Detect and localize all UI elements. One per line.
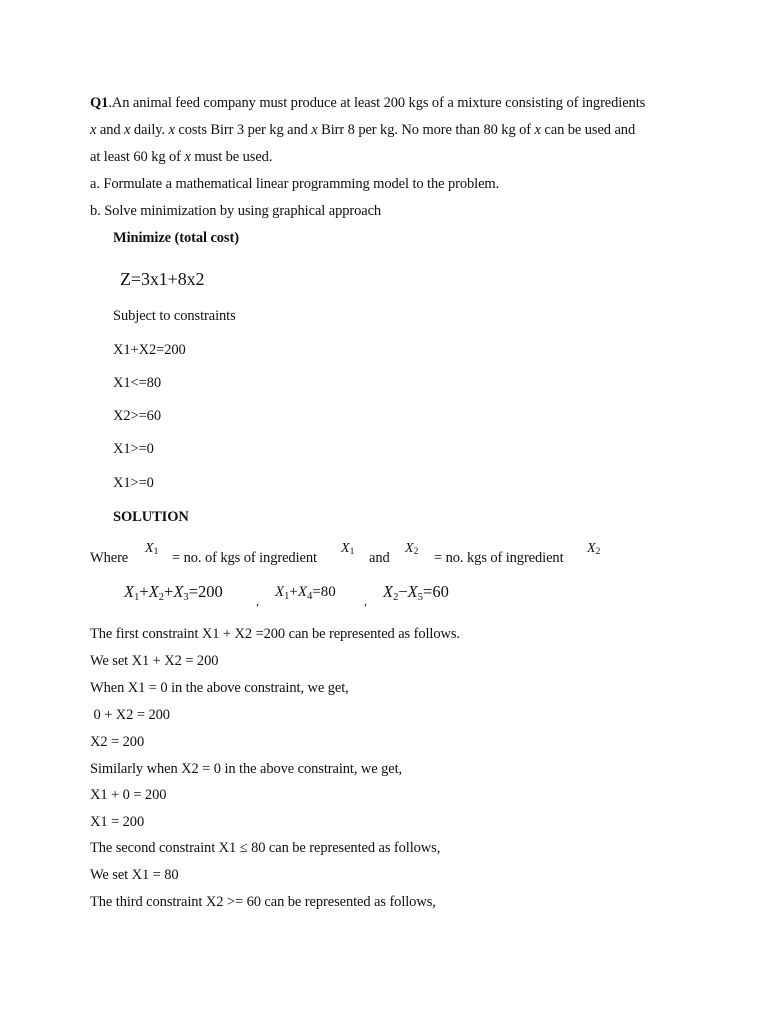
constraint-3: X2>=60 [113,408,161,424]
constraint-1: X1+X2=200 [113,342,186,358]
symbol-x1: $X_1$ [145,541,159,557]
definition-x1: = no. of kgs of ingredient [172,550,317,566]
text: at least 60 kg of [90,149,185,165]
question-line-2 [90,121,635,139]
objective-heading: Minimize (total cost) [113,230,239,246]
body-line-5: X2 = 200 [90,734,145,750]
var-x: x [124,122,131,138]
part-b: b. Solve minimization by using graphical approach [90,203,382,219]
body-line-9: The second constraint X1 ≤ 80 can be represented as follows, [90,840,441,856]
var-x: x [168,122,175,138]
text: and [96,122,125,138]
where-label: Where [90,550,129,566]
body-line-3: When X1 = 0 in the above constraint, we get, [90,680,349,696]
var-x: x [184,149,191,165]
subject-to-label: Subject to constraints [113,308,236,324]
body-line-4: 0 + X2 = 200 [90,707,170,723]
constraint-2: X1<=80 [113,375,161,391]
definition-x2: = no. kgs of ingredient [434,550,564,566]
part-a: a. Formulate a mathematical linear programming model to the problem. [90,176,500,192]
text: must be used. [190,149,273,165]
text: costs Birr 3 per kg and [174,122,312,138]
equation-1: $X_1+X_2+X_3=200$ [124,582,223,603]
and-label: and [369,550,390,566]
symbol-x2: $X_2$ [587,541,601,557]
constraint-4: X1>=0 [113,441,154,457]
var-x: x [90,122,97,138]
comma: , [256,594,259,608]
symbol-x2: $X_2$ [405,541,419,557]
symbol-x1: $X_1$ [341,541,355,557]
body-line-2: We set X1 + X2 = 200 [90,653,219,669]
var-x: x [311,122,318,138]
equation-2: $X_1+X_4=80$ [275,584,336,602]
question-line-3 [90,148,272,166]
text: daily. [130,122,169,138]
objective-function: Z=3x1+8x2 [120,269,205,289]
equation-3: $X_2-X_5=60$ [383,582,449,603]
body-line-11: The third constraint X2 >= 60 can be represented as follows, [90,894,436,910]
comma: , [364,594,367,608]
body-line-7: X1 + 0 = 200 [90,787,167,803]
body-line-8: X1 = 200 [90,814,145,830]
solution-heading: SOLUTION [113,509,189,525]
body-line-10: We set X1 = 80 [90,867,179,883]
question-line-1 [90,94,645,112]
constraint-5: X1>=0 [113,475,154,491]
text: Birr 8 per kg. No more than 80 kg of [317,122,535,138]
body-line-6: Similarly when X2 = 0 in the above constraint, we get, [90,761,403,777]
body-line-1: The first constraint X1 + X2 =200 can be represented as follows. [90,626,460,642]
text: can be used and [540,122,636,138]
question-label: Q1 [90,95,109,111]
question-intro: .An animal feed company must produce at least 200 kgs of a mixture consisting of ingredients [108,95,646,111]
var-x: x [534,122,541,138]
